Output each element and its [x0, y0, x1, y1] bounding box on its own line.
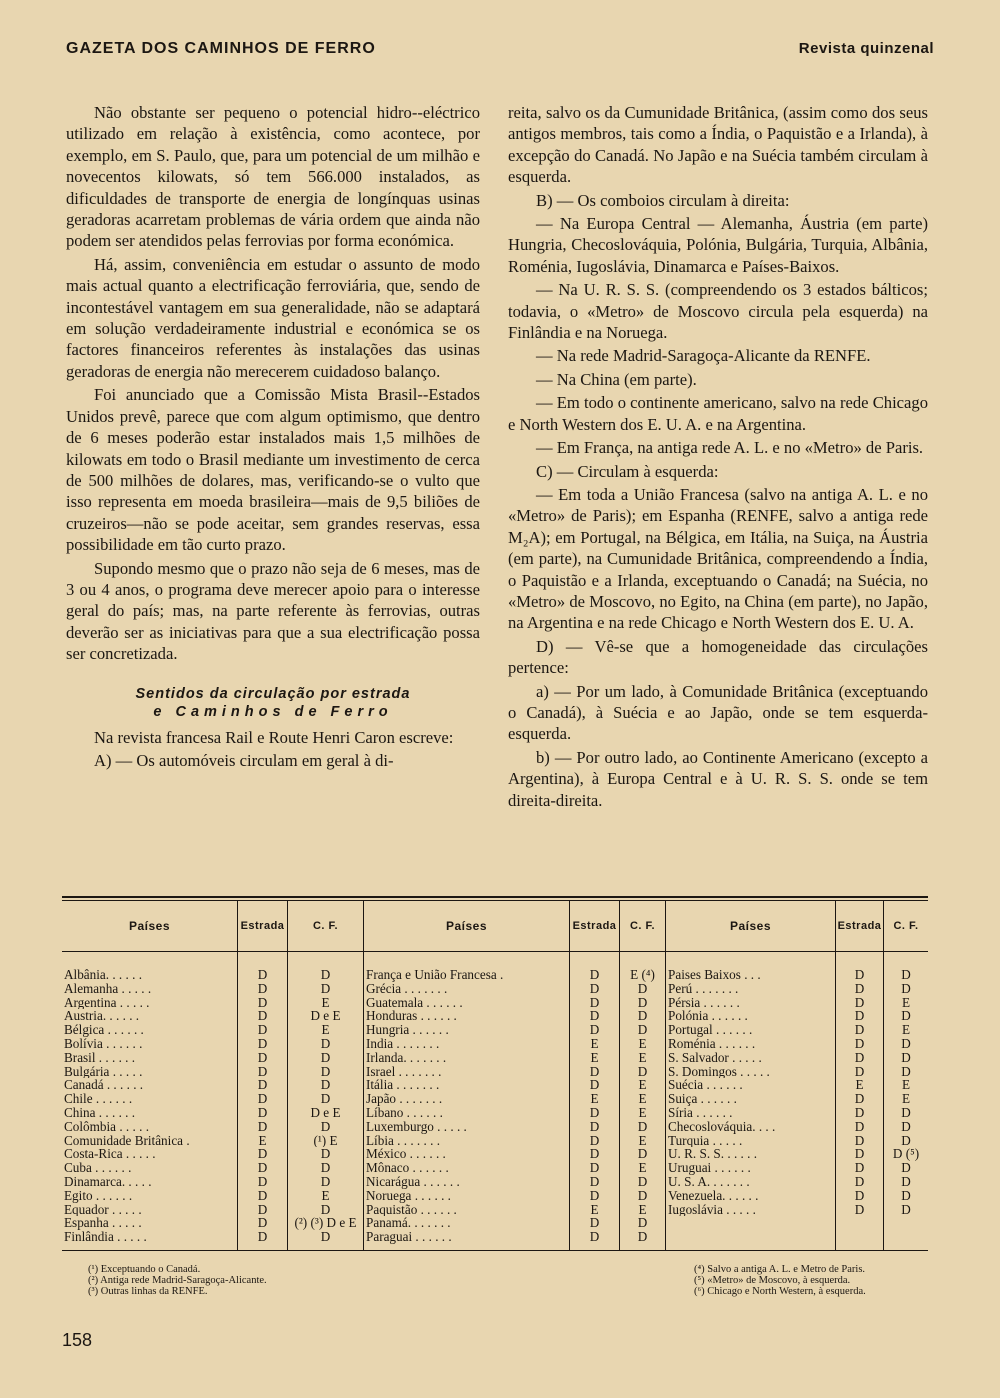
road-cell: D	[589, 1009, 600, 1024]
country-cell: Venezuela. . . . . .	[668, 1188, 759, 1203]
rail-cell: D	[320, 1036, 331, 1051]
rail-cell: E	[638, 1050, 647, 1065]
country-cell: Finlândia . . . . .	[64, 1230, 147, 1244]
rail-cell: D	[901, 981, 911, 996]
paragraph: — Na Europa Central — Alemanha, Áustria (em parte) Hungria, Checoslováquia, Polónia, Bulgária, Turquia, Albânia, Roménia, Iugoslávia, Dinamarca e Países-Baixos.	[508, 214, 928, 276]
country-cell: Roménia . . . . . .	[668, 1036, 756, 1051]
rail-cell: D	[637, 1230, 648, 1244]
rail-cell: E	[901, 1092, 911, 1106]
road-cell: D	[854, 1050, 865, 1065]
rail-cell: D	[637, 1119, 648, 1134]
table-top-rule	[62, 896, 928, 898]
road-cell: D	[854, 1023, 865, 1037]
country-cell: Pérsia . . . . . .	[668, 995, 740, 1010]
rail-cell: (¹) E	[313, 1133, 338, 1148]
country-cell: Albânia. . . . . .	[64, 968, 143, 982]
country-cell: Síria . . . . . .	[668, 1105, 733, 1120]
road-cell: E	[590, 1092, 599, 1106]
paragraph: C) — Circulam à esquerda:	[536, 461, 719, 481]
road-cell: D	[257, 1147, 268, 1162]
country-cell: U. R. S. S. . . . . .	[668, 1147, 758, 1162]
country-cells	[364, 952, 569, 1250]
road-cell: D	[589, 1174, 600, 1189]
road-cell: D	[589, 1023, 600, 1037]
country-cell: Paquistão . . . . . .	[366, 1202, 457, 1217]
circulation-table	[62, 896, 928, 1251]
road-cell: D	[854, 981, 865, 996]
country-cell: Grécia . . . . . . .	[366, 981, 448, 996]
road-cell: D	[589, 1119, 600, 1134]
rail-cells	[884, 952, 928, 1222]
rail-cell: D	[637, 1174, 648, 1189]
rail-cell: (²) (³) D e E	[294, 1216, 357, 1231]
country-cell: Espanha . . . . .	[64, 1216, 142, 1231]
paragraph: Não obstante ser pequeno o potencial hidro--eléctrico utilizado em relação à existência, como acontece, por exemplo, em S. Paulo, que, para um potencial de um milhão e novecentos kilowats, só tem 566.000 instalados, as dificuldades de transporte de energia de longínquas usinas geradoras acarretam problemas de vária ordem que ainda não podem ser atendidos pelas ferrovias por forma económica.	[66, 103, 480, 251]
country-cell: Bulgária . . . . .	[64, 1064, 143, 1079]
rail-cell: E (⁴)	[630, 968, 655, 982]
rail-cell: D (⁵)	[892, 1147, 920, 1162]
country-cell: Costa-Rica . . . . .	[64, 1147, 156, 1162]
country-cell: Suiça . . . . . .	[668, 1092, 737, 1106]
country-cell: S. Domingos . . . . .	[668, 1064, 770, 1079]
section-heading-line-2: e Caminhos de Ferro	[153, 703, 393, 720]
table-groups	[62, 901, 928, 1250]
rail-cell: D	[901, 1133, 911, 1148]
road-cell: D	[257, 1174, 268, 1189]
paragraph: a) — Por um lado, à Comunidade Britânica (exceptuando o Canadá), à Suécia e ao Japão, onde se tem esquerda-esquerda.	[508, 681, 928, 744]
table-group-3	[666, 901, 928, 1250]
rail-cell: D e E	[310, 1009, 341, 1024]
paragraph: — Na rede Madrid-Saragoça-Alicante da RENFE.	[536, 346, 871, 366]
country-column	[364, 901, 570, 1250]
country-cell: Brasil . . . . . .	[64, 1050, 136, 1065]
rail-cell: E	[638, 1133, 647, 1148]
table-group-2	[364, 901, 666, 1250]
road-cell: D	[854, 1036, 865, 1051]
page-number: 158	[62, 1330, 93, 1350]
road-cells	[238, 952, 287, 1250]
footnote: (¹) Exceptuando o Canadá.	[88, 1264, 201, 1275]
rail-cells	[288, 952, 363, 1250]
country-cell: Iugoslávia . . . . .	[668, 1202, 756, 1217]
rail-cell: E	[638, 1202, 647, 1217]
rail-cell: E	[901, 1078, 911, 1093]
rail-cell: D	[320, 1147, 331, 1162]
rail-cell: D	[320, 1174, 331, 1189]
rail-cell: D	[901, 1009, 911, 1024]
footnotes-right	[694, 1264, 866, 1297]
page-header	[66, 40, 934, 68]
road-cell: D	[257, 995, 268, 1010]
journal-subtitle: Revista quinzenal	[798, 40, 934, 57]
country-cell: Chile . . . . . .	[64, 1092, 133, 1106]
rail-cell: D	[320, 1202, 331, 1217]
country-cell: Paraguai . . . . . .	[366, 1230, 452, 1244]
rail-cell: D	[901, 1174, 911, 1189]
road-cell: D	[854, 1161, 865, 1175]
road-cell: E	[590, 1050, 599, 1065]
paragraph: reita, salvo os da Cumunidade Britânica, (assim como dos seus antigos membros, tais como a Índia, o Paquistão e a Irlanda), à excepção do Canadá. No Japão e na Suécia também circulam à esquerda.	[508, 103, 928, 187]
road-cell: D	[257, 1023, 268, 1037]
country-cell: Portugal . . . . . .	[668, 1023, 753, 1037]
road-cell: D	[257, 981, 268, 996]
country-cell: Paises Baixos . . .	[668, 968, 761, 982]
rail-cell: E	[321, 995, 330, 1010]
road-cell: D	[854, 1147, 865, 1162]
road-cell: E	[855, 1078, 864, 1093]
country-cell: China . . . . . .	[64, 1105, 136, 1120]
rail-cell: D	[320, 981, 331, 996]
rail-cell: D	[320, 1064, 331, 1079]
country-cell: Comunidade Britânica .	[64, 1133, 190, 1148]
road-cell: D	[257, 1202, 268, 1217]
road-cell: D	[257, 968, 268, 982]
country-cell: Irlanda. . . . . . .	[366, 1050, 447, 1065]
country-cell: Egito . . . . . .	[64, 1188, 133, 1203]
country-cell: Alemanha . . . . .	[64, 981, 152, 996]
road-cell: D	[257, 1216, 268, 1231]
country-cell: Colômbia . . . . .	[64, 1119, 149, 1134]
country-cell: Itália . . . . . . .	[366, 1078, 440, 1093]
rail-cell: D	[320, 1230, 331, 1244]
paragraph: Há, assim, conveniência em estudar o assunto de modo mais actual quanto a electrificação ferroviária, que, sendo de incontestável vantagem em sua generalidade, não se adaptará em solução verdadeiramente industrial e económica se os factores financeiros referentes às instalações das usinas geradoras de energia não merecerem cuidadoso balanço.	[66, 254, 480, 381]
table-bottom-rule	[62, 1250, 928, 1251]
paragraph: Supondo mesmo que o prazo não seja de 6 meses, mas de 3 ou 4 anos, o programa deve merecer apoio para o interesse geral do país; mas, na parte referente às ferrovias, outras deverão ser as iniciativas para que a sua electrificação possa ser concretizada.	[66, 558, 480, 664]
road-cell: D	[854, 1064, 865, 1079]
country-column	[62, 901, 238, 1250]
column-header-road: Estrada	[836, 901, 883, 952]
country-cell: México . . . . . .	[366, 1147, 446, 1162]
rail-column	[620, 901, 666, 1250]
footnotes-left	[88, 1264, 267, 1297]
paragraph: D) — Vê-se que a homogeneidade das circulações pertence:	[508, 636, 928, 678]
country-cell: Líbano . . . . . .	[366, 1105, 443, 1120]
rail-cell: E	[638, 1078, 647, 1093]
road-cell: D	[589, 1064, 600, 1079]
road-cell: D	[257, 1119, 268, 1134]
rail-cell: D	[637, 981, 648, 996]
road-cell: D	[854, 1202, 865, 1217]
table-group-1	[62, 901, 364, 1250]
country-cell: S. Salvador . . . . .	[668, 1050, 762, 1065]
road-cell: E	[590, 1036, 599, 1051]
section-heading	[66, 685, 480, 721]
country-cell: Argentina . . . . .	[64, 995, 150, 1010]
rail-column	[288, 901, 364, 1250]
road-cell: D	[854, 1009, 865, 1024]
paragraph: A) — Os automóveis circulam em geral à di-	[94, 750, 394, 770]
paragraph: Foi anunciado que a Comissão Mista Brasil--Estados Unidos prevê, parece que com algum optimismo, que dentro de 6 meses poderão estar instalados mais 1,5 milhões de kilowats em todo o Brasil mediante um investimento de cerca de 500 milhões de dolares, mas, verificando-se o vulto que isso representa em moeda brasileira—mais de 9,5 biliões de cruzeiros—não se pode aceitar, sem grandes reservas, essa possibilidade em tão curto prazo.	[66, 385, 480, 555]
country-cells	[666, 952, 835, 1222]
rail-cell: D	[901, 1202, 911, 1217]
country-cell: Canadá . . . . . .	[64, 1078, 144, 1093]
paragraph: B) — Os comboios circulam à direita:	[536, 190, 790, 210]
right-column	[508, 102, 928, 811]
country-cell: Uruguai . . . . . .	[668, 1161, 751, 1175]
column-header-country: Países	[62, 901, 237, 952]
left-column	[66, 102, 480, 771]
country-cell: Checoslováquia. . . .	[668, 1119, 776, 1134]
road-column	[836, 901, 884, 1250]
rail-cell: D	[901, 1105, 911, 1120]
country-cell: Perú . . . . . . .	[668, 981, 739, 996]
rail-cell: D	[637, 1009, 648, 1024]
road-cell: E	[590, 1202, 599, 1217]
road-cell: D	[589, 1230, 600, 1244]
road-cell: D	[257, 1036, 268, 1051]
rail-cell: D	[901, 1050, 911, 1065]
footnote: (³) Outras linhas da RENFE.	[88, 1286, 208, 1297]
rail-cell: D	[901, 1161, 911, 1175]
road-column	[570, 901, 620, 1250]
rail-cell: D	[637, 1216, 648, 1231]
column-header-country: Países	[666, 901, 835, 952]
road-cell: D	[257, 1064, 268, 1079]
road-cell: D	[257, 1078, 268, 1093]
paragraph: — Na China (em parte).	[536, 369, 697, 389]
road-cell: D	[589, 1216, 600, 1231]
road-cell: D	[589, 1133, 600, 1148]
road-cell: D	[257, 1188, 268, 1203]
paragraph: Na revista francesa Rail e Route Henri Caron escreve:	[94, 727, 454, 747]
country-cell: Suécia . . . . . .	[668, 1078, 743, 1093]
road-cell: D	[257, 1161, 268, 1175]
column-header-rail: C. F.	[884, 901, 928, 952]
country-cell: Turquia . . . . .	[668, 1133, 743, 1148]
country-cell: India . . . . . . .	[366, 1036, 440, 1051]
rail-cell: D	[320, 1092, 331, 1106]
rail-cell: D	[901, 1119, 911, 1134]
road-cell: D	[257, 1092, 268, 1106]
footnote: (⁴) Salvo a antiga A. L. e Metro de Paris.	[694, 1264, 866, 1275]
country-cell: Japão . . . . . . .	[366, 1092, 443, 1106]
country-cell: Bélgica . . . . . .	[64, 1023, 144, 1037]
column-header-road: Estrada	[570, 901, 619, 952]
rail-cell: E	[321, 1023, 330, 1037]
paragraph: b) — Por outro lado, ao Continente Americano (excepto a Argentina), à Europa Central e à U. R. S. S. onde se tem direita-direita.	[508, 747, 928, 810]
column-header-rail: C. F.	[620, 901, 665, 952]
rail-cell: D	[901, 1036, 911, 1051]
road-cell: D	[854, 1092, 865, 1106]
rail-cell: D e E	[310, 1105, 341, 1120]
country-cell: Bolívia . . . . . .	[64, 1036, 143, 1051]
paragraph: — Na U. R. S. S. (compreendendo os 3 estados bálticos; todavia, o «Metro» de Moscovo circula pela esquerda) na Finlândia e na Noruega.	[508, 280, 928, 343]
country-cell: Nicarágua . . . . . .	[366, 1174, 460, 1189]
rail-cell: D	[901, 1188, 911, 1203]
rail-cell: D	[637, 1147, 648, 1162]
column-header-road: Estrada	[238, 901, 287, 952]
road-cell: D	[589, 1078, 600, 1093]
road-cell: D	[854, 1174, 865, 1189]
paragraph: — Em toda a União Francesa (salvo na antiga A. L. e no «Metro» de Paris); em Espanha (RENFE, salvo a antiga rede M₂A); em Portugal, na Bélgica, em Itália, na Suiça, na Áustria (em parte), na Cumunidade Britânica, compreendendo a Índia, o Paquistão e a Irlanda, exceptuando o Canadá; na Suécia, no «Metro» de Moscovo, no Egito, na China (em parte), no Japão, na Argentina e na rede Chicago e North Western dos E. U. A.	[508, 484, 928, 633]
road-cell: D	[589, 1188, 600, 1203]
road-column	[238, 901, 288, 1250]
rail-cell: E	[901, 995, 911, 1010]
road-cells	[570, 952, 619, 1250]
road-cell: D	[589, 968, 600, 982]
road-cell: E	[258, 1133, 267, 1148]
paragraph: — Em França, na antiga rede A. L. e no «Metro» de Paris.	[536, 438, 924, 458]
footnote: (⁵) «Metro» de Moscovo, à esquerda.	[694, 1275, 851, 1286]
country-cell: Hungria . . . . . .	[366, 1023, 449, 1037]
road-cell: D	[854, 1105, 865, 1120]
road-cell: D	[257, 1009, 268, 1024]
road-cell: D	[854, 1119, 865, 1134]
journal-title: GAZETA DOS CAMINHOS DE FERRO	[66, 40, 376, 57]
road-cell: D	[854, 968, 865, 982]
country-cell: Mônaco . . . . . .	[366, 1161, 449, 1175]
paragraph: — Em todo o continente americano, salvo na rede Chicago e North Western dos E. U. A. e na Argentina.	[508, 393, 928, 434]
country-cell: Luxemburgo . . . . .	[366, 1119, 467, 1134]
footnote: (²) Antiga rede Madrid-Saragoça-Alicante.	[88, 1275, 267, 1286]
country-cells	[62, 952, 237, 1250]
rail-cell: D	[901, 968, 911, 982]
country-cell: França e União Francesa .	[366, 968, 504, 982]
road-cell: D	[257, 1050, 268, 1065]
rail-cell: D	[637, 1188, 648, 1203]
rail-cell: D	[901, 1064, 911, 1079]
road-cell: D	[589, 995, 600, 1010]
road-cell: D	[854, 1133, 865, 1148]
road-cell: D	[854, 995, 865, 1010]
rail-cell: D	[637, 995, 648, 1010]
country-column	[666, 901, 836, 1250]
country-cell: Austria. . . . . .	[64, 1009, 140, 1024]
country-cell: Guatemala . . . . . .	[366, 995, 463, 1010]
country-cell: Israel . . . . . . .	[366, 1064, 442, 1079]
rail-cell: D	[637, 1064, 648, 1079]
road-cell: D	[589, 1161, 600, 1175]
country-cell: Panamá. . . . . . .	[366, 1216, 451, 1231]
road-cell: D	[854, 1188, 865, 1203]
country-cell: Honduras . . . . . .	[366, 1009, 457, 1024]
country-cell: U. S. A. . . . . . .	[668, 1174, 750, 1189]
country-cell: Equador . . . . .	[64, 1202, 142, 1217]
rail-cell: E	[638, 1161, 647, 1175]
rail-cell: D	[320, 1161, 331, 1175]
rail-cell: D	[320, 968, 331, 982]
country-cell: Cuba . . . . . .	[64, 1161, 132, 1175]
rail-cell: E	[638, 1105, 647, 1120]
rail-cell: E	[321, 1188, 330, 1203]
footnote: (⁶) Chicago e North Western, à esquerda.	[694, 1286, 866, 1297]
country-cell: Polónia . . . . . .	[668, 1009, 748, 1024]
rail-cell: E	[901, 1023, 911, 1037]
road-cell: D	[257, 1230, 268, 1244]
road-cell: D	[589, 981, 600, 996]
rail-cell: D	[637, 1023, 648, 1037]
rail-cell: E	[638, 1092, 647, 1106]
section-heading-line-1: Sentidos da circulação por estrada	[135, 685, 411, 702]
rail-cell: D	[320, 1078, 331, 1093]
country-cell: Líbia . . . . . . .	[366, 1133, 440, 1148]
column-header-country: Países	[364, 901, 569, 952]
column-header-rail: C. F.	[288, 901, 363, 952]
road-cell: D	[257, 1105, 268, 1120]
road-cell: D	[589, 1105, 600, 1120]
rail-cell: D	[320, 1050, 331, 1065]
road-cells	[836, 952, 883, 1222]
rail-column	[884, 901, 928, 1250]
road-cell: D	[589, 1147, 600, 1162]
country-cell: Noruega . . . . . .	[366, 1188, 451, 1203]
rail-cells	[620, 952, 665, 1250]
country-cell: Dinamarca. . . . .	[64, 1174, 152, 1189]
rail-cell: D	[320, 1119, 331, 1134]
rail-cell: E	[638, 1036, 647, 1051]
